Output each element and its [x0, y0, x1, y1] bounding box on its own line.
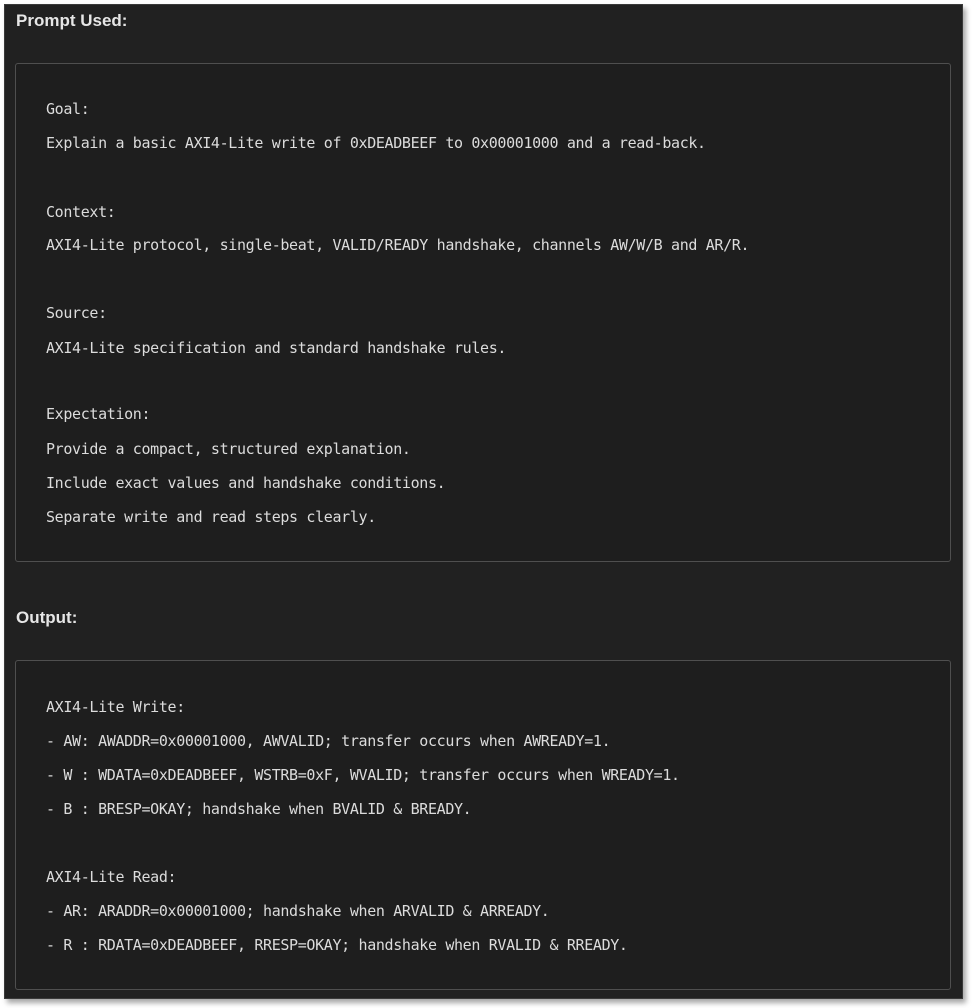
- prompt-line: Context:: [46, 203, 116, 221]
- output-line: AXI4-Lite Write:: [46, 698, 185, 716]
- prompt-line: Include exact values and handshake conditions.: [46, 474, 446, 492]
- prompt-line: AXI4-Lite specification and standard handshake rules.: [46, 339, 507, 357]
- output-line: - R : RDATA=0xDEADBEEF, RRESP=OKAY; handshake when RVALID & RREADY.: [46, 936, 628, 954]
- prompt-code-block: [15, 63, 951, 562]
- prompt-line: Explain a basic AXI4-Lite write of 0xDEADBEEF to 0x00001000 and a read-back.: [46, 134, 706, 152]
- output-line: - W : WDATA=0xDEADBEEF, WSTRB=0xF, WVALID; transfer occurs when WREADY=1.: [46, 766, 680, 784]
- output-section-title: Output:: [16, 608, 78, 627]
- prompt-section-title: Prompt Used:: [16, 11, 128, 30]
- prompt-line: Source:: [46, 304, 107, 322]
- output-line: AXI4-Lite Read:: [46, 868, 177, 886]
- output-line: - AW: AWADDR=0x00001000, AWVALID; transfer occurs when AWREADY=1.: [46, 732, 611, 750]
- prompt-line: Expectation:: [46, 405, 151, 423]
- screenshot-frame: [4, 4, 963, 999]
- prompt-line: AXI4-Lite protocol, single-beat, VALID/READY handshake, channels AW/W/B and AR/R.: [46, 236, 750, 254]
- output-code-block: [15, 660, 951, 990]
- prompt-line: Goal:: [46, 100, 90, 118]
- output-line: - AR: ARADDR=0x00001000; handshake when ARVALID & ARREADY.: [46, 902, 550, 920]
- prompt-line: Provide a compact, structured explanation.: [46, 440, 411, 458]
- prompt-line: Separate write and read steps clearly.: [46, 508, 376, 526]
- output-line: - B : BRESP=OKAY; handshake when BVALID & BREADY.: [46, 800, 472, 818]
